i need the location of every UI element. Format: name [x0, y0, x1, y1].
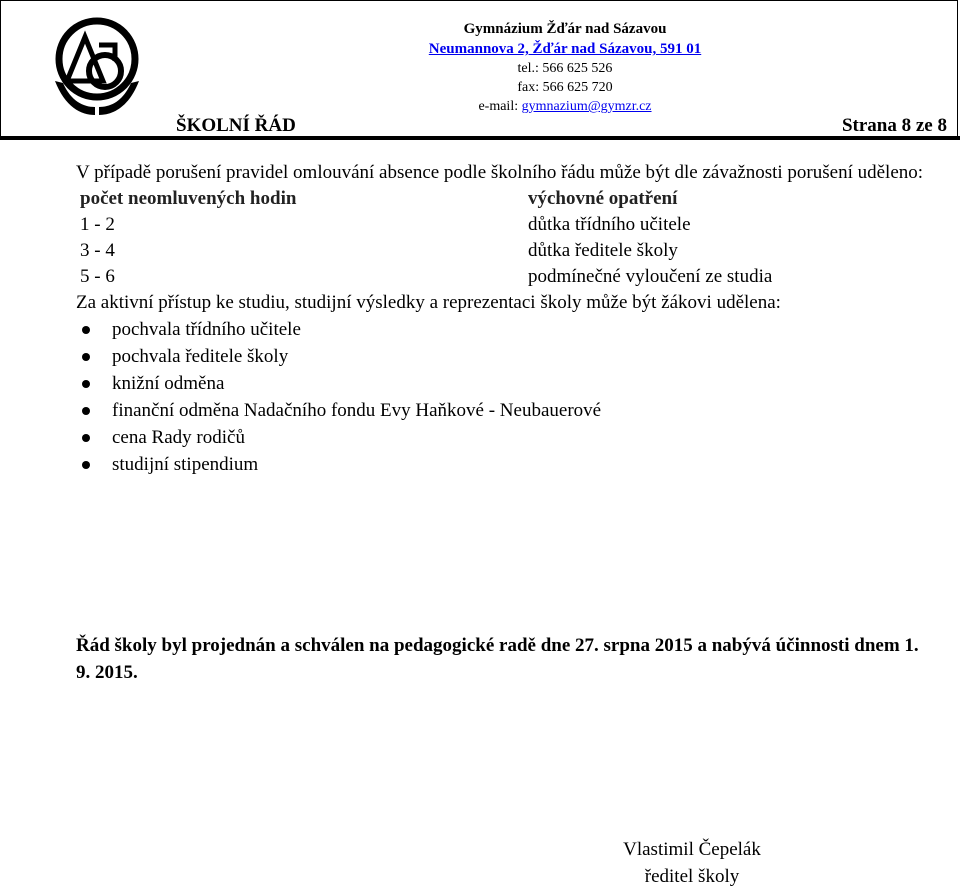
hours-cell: 1 - 2 — [80, 214, 115, 235]
list-item-text: knižní odměna — [112, 373, 225, 394]
list-item — [76, 370, 956, 397]
list-item — [76, 343, 956, 370]
list-item-text: finanční odměna Nadačního fondu Evy Haňkové - Neubauerové — [112, 400, 602, 421]
bullet-icon — [82, 407, 90, 415]
bullet-icon — [82, 326, 90, 334]
list-item-text: cena Rady rodičů — [112, 427, 245, 448]
list-item-text: pochvala ředitele školy — [112, 346, 289, 367]
measure-cell: důtka ředitele školy — [528, 240, 678, 261]
signatory-name: Vlastimil Čepelák — [623, 839, 761, 860]
bullet-icon — [82, 380, 90, 388]
approval-statement: Řád školy byl projednán a schválen na pedagogické radě dne 27. srpna 2015 a nabývá účinnosti dnem 1. 9. 2015. — [76, 635, 919, 683]
list-item — [76, 316, 956, 343]
school-tel: tel.: 566 625 526 — [517, 61, 613, 76]
praise-list — [76, 316, 956, 478]
header-divider — [0, 136, 960, 140]
page-number: Strana 8 ze 8 — [841, 115, 947, 136]
absence-table — [76, 186, 956, 290]
list-item — [76, 451, 956, 478]
table-row — [76, 238, 956, 264]
school-address[interactable]: Neumannova 2, Žďár nad Sázavou, 591 01 — [428, 41, 702, 57]
hours-cell: 3 - 4 — [80, 240, 115, 261]
table-row — [76, 212, 956, 238]
measure-cell: důtka třídního učitele — [528, 214, 691, 235]
school-email-line — [383, 97, 747, 116]
email-link[interactable]: gymnazium@gymzr.cz — [521, 99, 652, 114]
signature-block — [610, 836, 774, 890]
school-fax: fax: 566 625 720 — [517, 80, 613, 95]
list-item-text: pochvala třídního učitele — [112, 319, 301, 340]
bullet-icon — [82, 434, 90, 442]
hours-cell: 5 - 6 — [80, 266, 115, 287]
absence-intro: V případě porušení pravidel omlouvání absence podle školního řádu může být dle závažnosti porušení uděleno: — [76, 162, 924, 183]
school-info — [383, 19, 747, 116]
praise-intro: Za aktivní přístup ke studiu, studijní výsledky a reprezentaci školy může být žákovi udělena: — [76, 292, 781, 313]
list-item — [76, 424, 956, 451]
list-item-text: studijní stipendium — [112, 454, 259, 475]
document-title: ŠKOLNÍ ŘÁD — [176, 115, 296, 136]
col-measure-header: výchovné opatření — [528, 188, 678, 209]
list-item — [76, 397, 956, 424]
bullet-icon — [82, 461, 90, 469]
signatory-role: ředitel školy — [644, 866, 740, 887]
document-body — [76, 160, 956, 478]
table-row — [76, 264, 956, 290]
page-header — [0, 0, 958, 136]
table-header-row — [76, 186, 956, 212]
bullet-icon — [82, 353, 90, 361]
measure-cell: podmínečné vyloučení ze studia — [528, 266, 773, 287]
school-emblem-icon — [41, 11, 153, 123]
school-name: Gymnázium Žďár nad Sázavou — [463, 21, 667, 37]
col-hours-header: počet neomluvených hodin — [80, 188, 297, 209]
email-label: e-mail: — [478, 99, 522, 114]
